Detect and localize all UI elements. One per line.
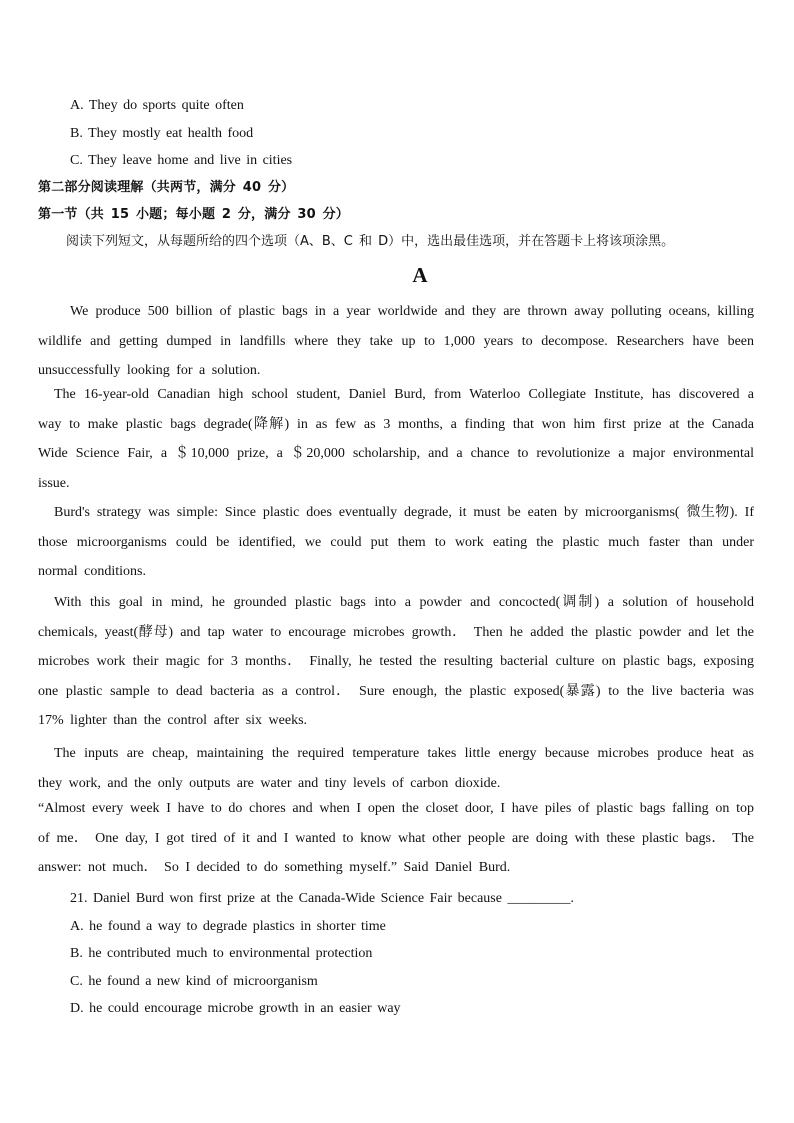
question-option-d: D. he could encourage microbe growth in an easier way <box>70 1001 401 1016</box>
paragraph-2: The 16-year-old Canadian high school student, Daniel Burd, from Waterloo Collegiate Institute, has discovered a way to make plastic bags degrade(降解) in as few as 3 months, a finding that won him first prize at the Canada Wide Science Fair, a ＄10,000 prize, a ＄20,000 scholarship, and a chance to revolutionize a major environmental issue. <box>38 387 754 491</box>
subsection-heading: 第一节（共 15 小题；每小题 2 分，满分 30 分） <box>38 207 349 222</box>
paragraph-6: “Almost every week I have to do chores and when I open the closet door, I have piles of plastic bags falling on top of me． One day, I got tired of it and I wanted to know what other people are doing with these plastic bags． The answer: not much． So I decided to do something myself.” Said Daniel Burd. <box>38 801 754 875</box>
prev-option-c: C. They leave home and live in cities <box>70 153 293 168</box>
question-stem: 21. Daniel Burd won first prize at the Canada-Wide Science Fair because _________. <box>70 891 574 906</box>
prev-option-a: A. They do sports quite often <box>70 98 244 113</box>
question-option-c: C. he found a new kind of microorganism <box>70 974 318 989</box>
paragraph-4: With this goal in mind, he grounded plastic bags into a powder and concocted(调制) a solution of household chemicals, yeast(酵母) and tap water to encourage microbes growth． Then he added the plastic powder and let the microbes work their magic for 3 months． Finally, he tested the resulting bacterial culture on plastic bags, exposing one plastic sample to dead bacteria as a control． Sure enough, the plastic exposed(暴露) to the live bacteria was 17% lighter than the control after six weeks. <box>38 595 754 728</box>
question-option-b: B. he contributed much to environmental protection <box>70 946 373 961</box>
instruction: 阅读下列短文，从每题所给的四个选项（A、B、C 和 D）中，选出最佳选项，并在答题卡上将该项涂黑。 <box>66 234 675 249</box>
prev-option-b: B. They mostly eat health food <box>70 126 254 141</box>
paragraph-3: Burd's strategy was simple: Since plastic does eventually degrade, it must be eaten by microorganisms( 微生物). If those microorganisms could be identified, we could put them to work eating the plastic much faster than under normal conditions. <box>38 505 754 579</box>
paragraph-5: The inputs are cheap, maintaining the required temperature takes little energy because microbes produce heat as they work, and the only outputs are water and tiny levels of carbon dioxide. <box>38 746 754 791</box>
section-heading: 第二部分阅读理解（共两节，满分 40 分） <box>38 180 295 195</box>
passage-title: A <box>412 263 428 287</box>
paragraph-1: We produce 500 billion of plastic bags in a year worldwide and they are thrown away polluting oceans, killing wildlife and getting dumped in landfills where they take up to 1,000 years to decompose. Researchers have been unsuccessfully looking for a solution. <box>38 304 754 378</box>
question-option-a: A. he found a way to degrade plastics in shorter time <box>70 919 386 934</box>
